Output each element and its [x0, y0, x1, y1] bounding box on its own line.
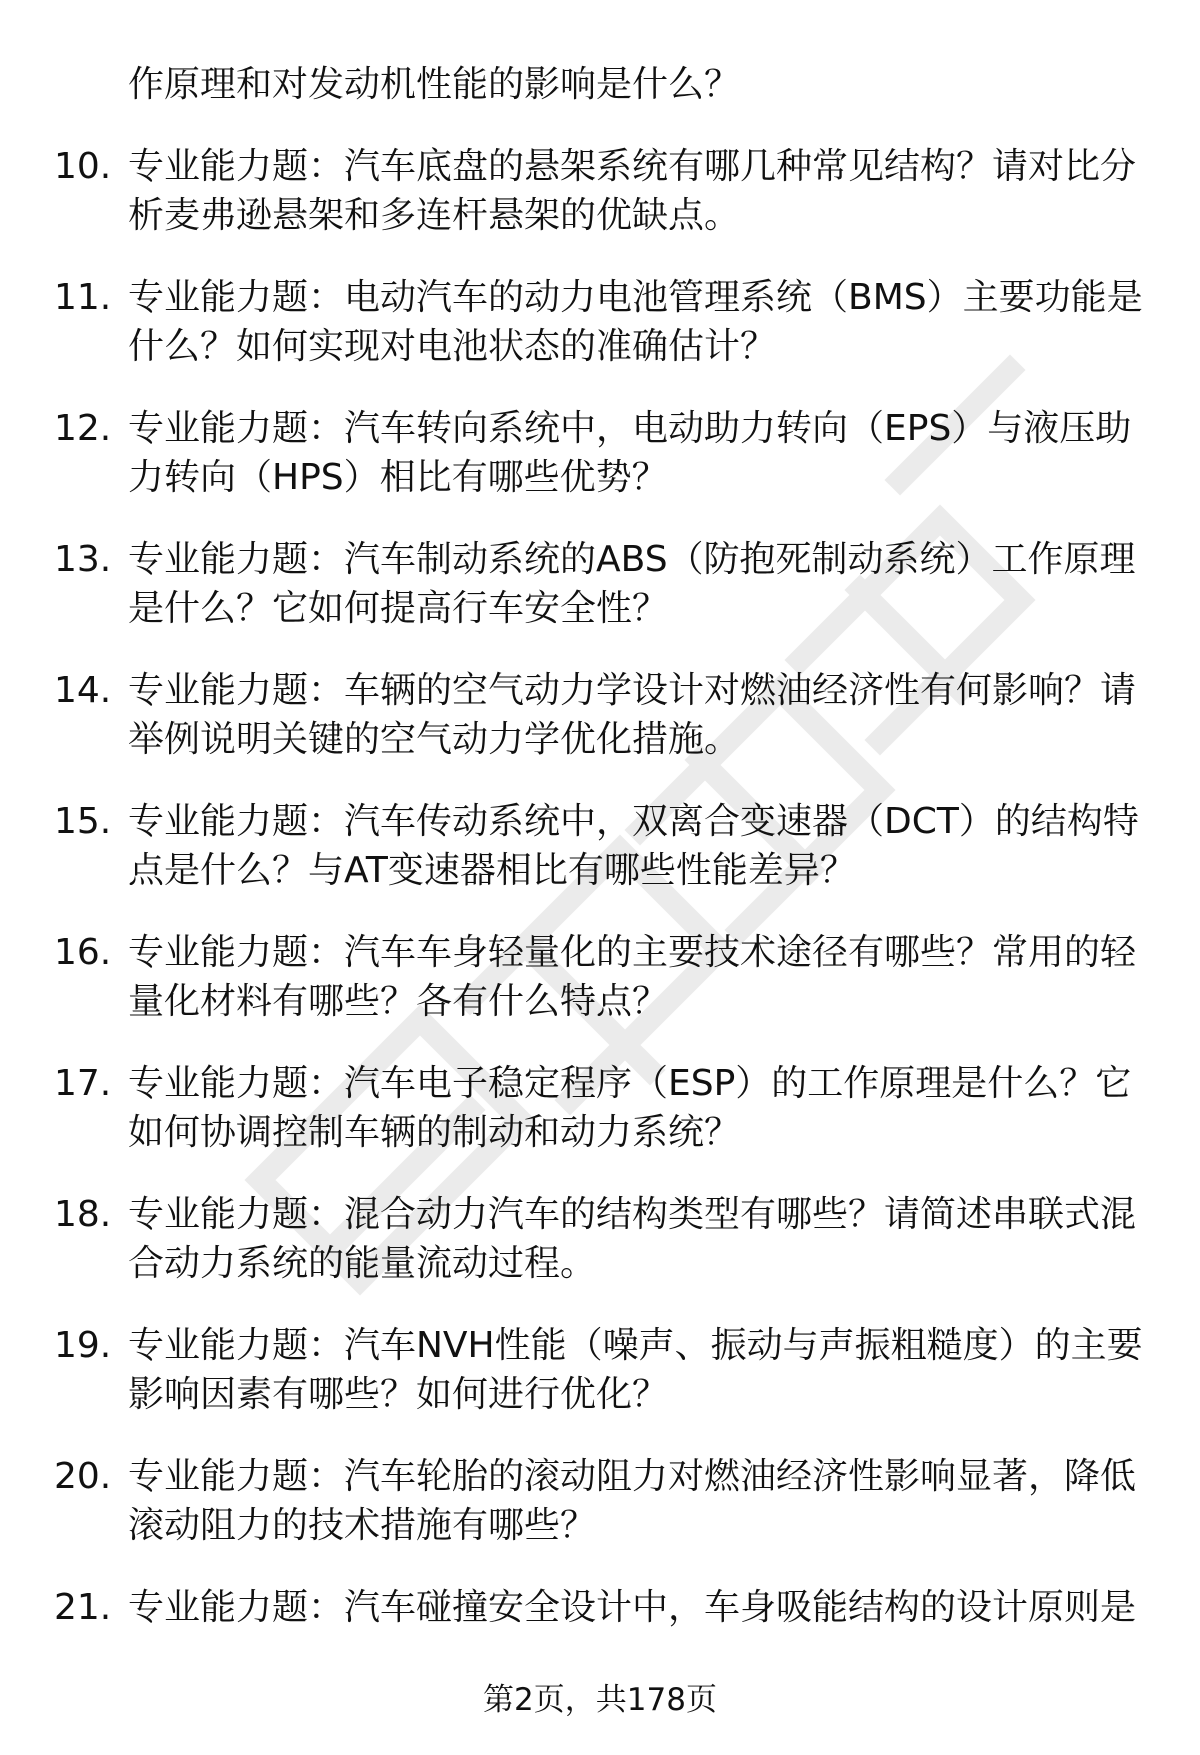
list-item	[0, 666, 1200, 764]
item-text: 专业能力题：汽车底盘的悬架系统有哪几种常见结构？请对比分析麦弗逊悬架和多连杆悬架的优缺点。	[128, 146, 1137, 236]
item-text: 专业能力题：汽车车身轻量化的主要技术途径有哪些？常用的轻量化材料有哪些？各有什么特点？	[128, 932, 1137, 1022]
item-number: 17.	[54, 1063, 112, 1104]
item-number: 14.	[54, 670, 112, 711]
list-item	[0, 1190, 1200, 1288]
list-item	[0, 535, 1200, 633]
item-text: 专业能力题：车辆的空气动力学设计对燃油经济性有何影响？请举例说明关键的空气动力学优化措施。	[128, 670, 1137, 760]
list-item	[0, 404, 1200, 502]
item-number: 13.	[54, 539, 112, 580]
item-number: 11.	[54, 277, 112, 318]
item-number: 10.	[54, 146, 112, 187]
item-number: 21.	[54, 1587, 112, 1628]
item-number: 15.	[54, 801, 112, 842]
list-item	[0, 1059, 1200, 1157]
item-text: 作原理和对发动机性能的影响是什么？	[128, 64, 741, 105]
list-item	[0, 1452, 1200, 1550]
item-number: 18.	[54, 1194, 112, 1235]
list-item	[0, 60, 1200, 109]
item-text: 专业能力题：混合动力汽车的结构类型有哪些？请简述串联式混合动力系统的能量流动过程。	[128, 1194, 1137, 1284]
item-text: 专业能力题：汽车电子稳定程序（ESP）的工作原理是什么？它如何协调控制车辆的制动和动力系统？	[128, 1063, 1132, 1153]
item-text: 专业能力题：汽车碰撞安全设计中，车身吸能结构的设计原则是	[128, 1587, 1137, 1628]
item-text: 专业能力题：汽车轮胎的滚动阻力对燃油经济性影响显著，降低滚动阻力的技术措施有哪些？	[128, 1456, 1137, 1546]
list-item	[0, 797, 1200, 895]
item-text: 专业能力题：汽车传动系统中，双离合变速器（DCT）的结构特点是什么？与AT变速器相比有哪些性能差异？	[128, 801, 1139, 891]
list-item	[0, 1321, 1200, 1419]
item-text: 专业能力题：汽车制动系统的ABS（防抱死制动系统）工作原理是什么？它如何提高行车安全性？	[128, 539, 1136, 629]
item-number: 19.	[54, 1325, 112, 1366]
item-number: 12.	[54, 408, 112, 449]
item-text: 专业能力题：电动汽车的动力电池管理系统（BMS）主要功能是什么？如何实现对电池状态的准确估计？	[128, 277, 1143, 367]
item-number: 20.	[54, 1456, 112, 1497]
item-text: 专业能力题：汽车转向系统中，电动助力转向（EPS）与液压助力转向（HPS）相比有哪些优势？	[128, 408, 1132, 498]
list-item	[0, 142, 1200, 240]
list-item	[0, 273, 1200, 371]
page-footer: 第2页，共178页	[483, 1682, 717, 1718]
item-text: 专业能力题：汽车NVH性能（噪声、振动与声振粗糙度）的主要影响因素有哪些？如何进行优化？	[128, 1325, 1143, 1415]
list-item	[0, 928, 1200, 1026]
question-list	[0, 60, 1200, 1665]
list-item	[0, 1583, 1200, 1632]
item-number: 16.	[54, 932, 112, 973]
